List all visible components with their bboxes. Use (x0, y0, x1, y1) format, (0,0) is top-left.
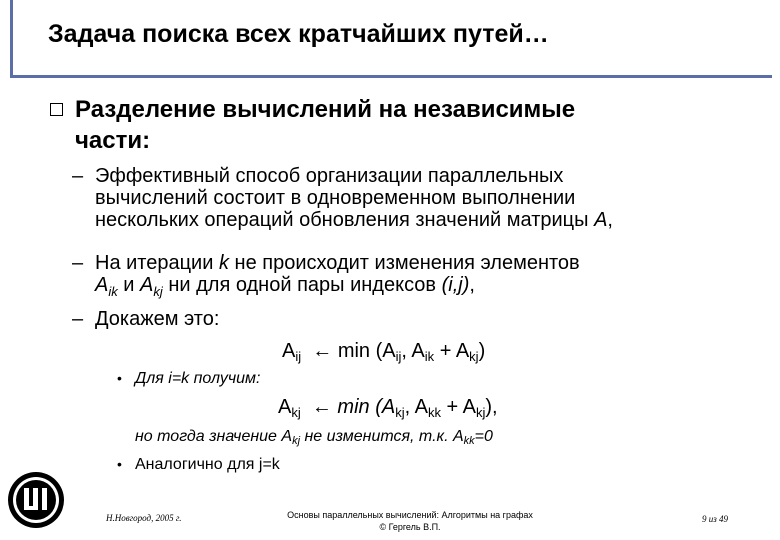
list-item: Эффективный способ организации параллельных вычислений состоит в одновременном выполнении нескольких операций обновления значений матрицы A, (95, 165, 613, 231)
dash-bullet-icon: – (72, 308, 84, 330)
sub-item: Для i=k получим: (135, 370, 261, 387)
dot-bullet-icon: • (117, 456, 122, 472)
formula-main: $A_{ij}$ ← $\min (A_{ij}$, $A_{ik} + A_{kj}$) (282, 340, 486, 364)
formula-case: $A_{kj}$ ← $\min (A_{kj}$, $A_{kk} + A_{kj}$), (278, 396, 498, 420)
title-left-rule (10, 0, 13, 78)
list-item: На итерации k не происходит изменения элементов $A_{ik}$ и $A_{kj}$ ни для одной пары индексов (i,j), (95, 252, 580, 299)
footer-course: Основы параллельных вычислений: Алгоритмы на графах © Гергель В.П. (287, 510, 533, 532)
left-arrow-icon: ← (311, 396, 332, 418)
list-item-line: вычислений состоит в одновременном выполнении (95, 187, 576, 209)
footer-location: Н.Новгород, 2005 г. (106, 513, 182, 523)
title-bottom-rule (10, 75, 772, 78)
page-number: 9 из 49 (702, 514, 729, 524)
university-logo (6, 470, 66, 530)
dash-bullet-icon: – (72, 252, 84, 274)
list-item-line: нескольких операций обновления значений матрицы A, (95, 209, 613, 231)
dash-bullet-icon: – (72, 165, 84, 187)
left-arrow-icon: ← (312, 340, 333, 362)
square-bullet-icon (50, 103, 63, 116)
slide-title: Задача поиска всех кратчайших путей… (48, 20, 549, 48)
section-heading: Разделение вычислений на независимые части: (75, 96, 576, 154)
sub-item: Аналогично для j=k (135, 456, 280, 473)
note-text: но тогда значение $A_{kj}$ не изменится, т.к. $A_{kk}=0$ (135, 428, 493, 447)
dot-bullet-icon: • (117, 370, 122, 386)
list-item: Докажем это: (95, 308, 220, 330)
